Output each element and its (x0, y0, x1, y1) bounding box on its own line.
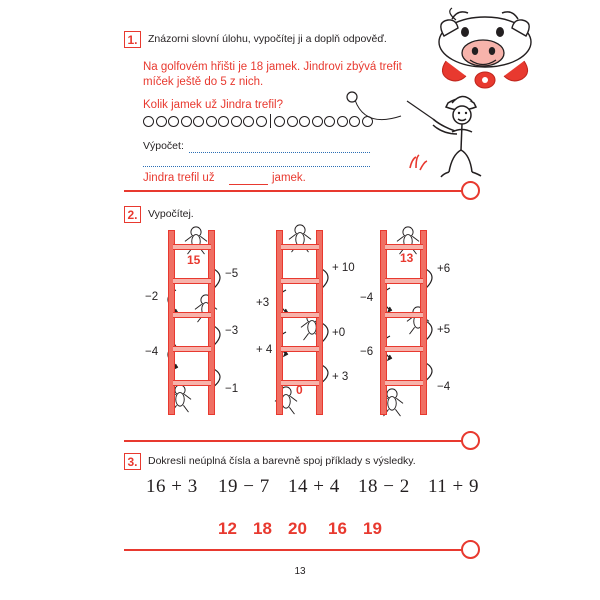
task-3-expression-3[interactable]: 14 + 4 (288, 476, 340, 497)
task-3-result-4[interactable]: 16 (328, 519, 347, 538)
ladder-2-bottom-value: 0 (296, 383, 303, 397)
ladder-3-left-op-1: −4 (360, 292, 374, 304)
task-2-number: 2. (124, 206, 141, 223)
ladder-2-right-op-3: + 3 (332, 371, 349, 383)
separator-3 (124, 549, 464, 551)
ladder-rail-right (420, 230, 427, 415)
task-2-instruction: Vypočítej. (148, 208, 194, 220)
ladder-rung (281, 346, 319, 352)
separator-1 (124, 190, 464, 192)
task-3-expression-4[interactable]: 18 − 2 (358, 476, 410, 497)
cow-icon (439, 8, 531, 88)
task-3-expression-1[interactable]: 16 + 3 (146, 476, 198, 497)
task-3-expression-5[interactable]: 11 + 9 (428, 476, 480, 497)
circle-marker[interactable] (337, 116, 348, 127)
ladder-2-right-op-2: +0 (332, 327, 346, 339)
ladder-2-left-op-2: + 4 (256, 344, 273, 356)
task-1-calc-dotted-line[interactable] (189, 152, 370, 153)
ladder-3-right-op-3: −4 (437, 381, 451, 393)
circle-marker[interactable] (218, 116, 229, 127)
ladder-rung (173, 346, 211, 352)
circle-marker[interactable] (362, 116, 373, 127)
ladder-rung (281, 244, 319, 250)
task-1-problem-line1: Na golfovém hřišti je 18 jamek. Jindrovi zbývá trefit (143, 61, 402, 73)
ladder-3-top-value: 13 (400, 251, 414, 265)
ladder-1-right-op-2: −3 (225, 325, 239, 337)
task-1-circles[interactable] (143, 114, 374, 128)
task-3-number: 3. (124, 453, 141, 470)
ladder-rung (385, 278, 423, 284)
separator-2-circle (461, 431, 480, 450)
ladder-rail-right (208, 230, 215, 415)
ladder-2-right-op-1: + 10 (332, 262, 355, 274)
task-1-answer-suffix: jamek. (272, 172, 306, 184)
ladder-rail-left (276, 230, 283, 415)
ladder-1-right-op-3: −1 (225, 383, 239, 395)
task-3-result-5[interactable]: 19 (363, 519, 382, 538)
ladder-1-right-op-1: −5 (225, 268, 239, 280)
ladder-rung (173, 312, 211, 318)
divider-mark (270, 114, 272, 128)
ladder-rung (173, 244, 211, 250)
circle-marker[interactable] (156, 116, 167, 127)
circle-marker[interactable] (349, 116, 360, 127)
task-3-expression-2[interactable]: 19 − 7 (218, 476, 270, 497)
circle-marker[interactable] (243, 116, 254, 127)
task-1-problem-line2: míček ještě do 5 z nich. (143, 76, 264, 88)
ladder-rung (281, 312, 319, 318)
ladder-rung (173, 380, 211, 386)
separator-2 (124, 440, 464, 442)
ladder-1-left-op-1: −2 (145, 291, 159, 303)
circle-marker[interactable] (193, 116, 204, 127)
task-1-calc-dotted-line-2[interactable] (143, 166, 370, 167)
circle-marker[interactable] (143, 116, 154, 127)
page-number: 13 (294, 566, 306, 577)
circle-marker[interactable] (312, 116, 323, 127)
task-3-result-3[interactable]: 20 (288, 519, 307, 538)
ladder-3-right-op-1: +6 (437, 263, 451, 275)
task-3-instruction: Dokresli neúplná čísla a barevně spoj příklady s výsledky. (148, 455, 416, 467)
circle-marker[interactable] (274, 116, 285, 127)
task-1-calc-label: Výpočet: (143, 140, 184, 152)
task-3-result-2[interactable]: 18 (253, 519, 272, 538)
circle-marker[interactable] (181, 116, 192, 127)
ladder-rung (385, 380, 423, 386)
task-1-answer-prefix: Jindra trefil už (143, 172, 215, 184)
ladder-rung (385, 312, 423, 318)
separator-3-circle (461, 540, 480, 559)
task-3-result-1[interactable]: 12 (218, 519, 237, 538)
circle-marker[interactable] (324, 116, 335, 127)
ladder-rail-left (168, 230, 175, 415)
ladder-rung (173, 278, 211, 284)
task-1-answer-blank[interactable] (229, 184, 268, 185)
circle-marker[interactable] (168, 116, 179, 127)
ladder-rung (385, 244, 423, 250)
task-1-number: 1. (124, 31, 141, 48)
separator-1-circle (461, 181, 480, 200)
circle-marker[interactable] (287, 116, 298, 127)
ladder-rung (281, 278, 319, 284)
ladder-3-left-op-2: −6 (360, 346, 374, 358)
circle-marker[interactable] (256, 116, 267, 127)
ladder-2-left-op-1: +3 (256, 297, 270, 309)
circle-marker[interactable] (206, 116, 217, 127)
ladder-rail-right (316, 230, 323, 415)
ladder-1-left-op-2: −4 (145, 346, 159, 358)
ladder-rung (385, 346, 423, 352)
circle-marker[interactable] (231, 116, 242, 127)
task-1-question: Kolik jamek už Jindra trefil? (143, 99, 283, 111)
ladder-rail-left (380, 230, 387, 415)
ladder-1-top-value: 15 (187, 253, 201, 267)
task-1-instruction: Znázorni slovní úlohu, vypočítej ji a doplň odpověď. (148, 33, 387, 45)
ladder-3-right-op-2: +5 (437, 324, 451, 336)
circle-marker[interactable] (299, 116, 310, 127)
